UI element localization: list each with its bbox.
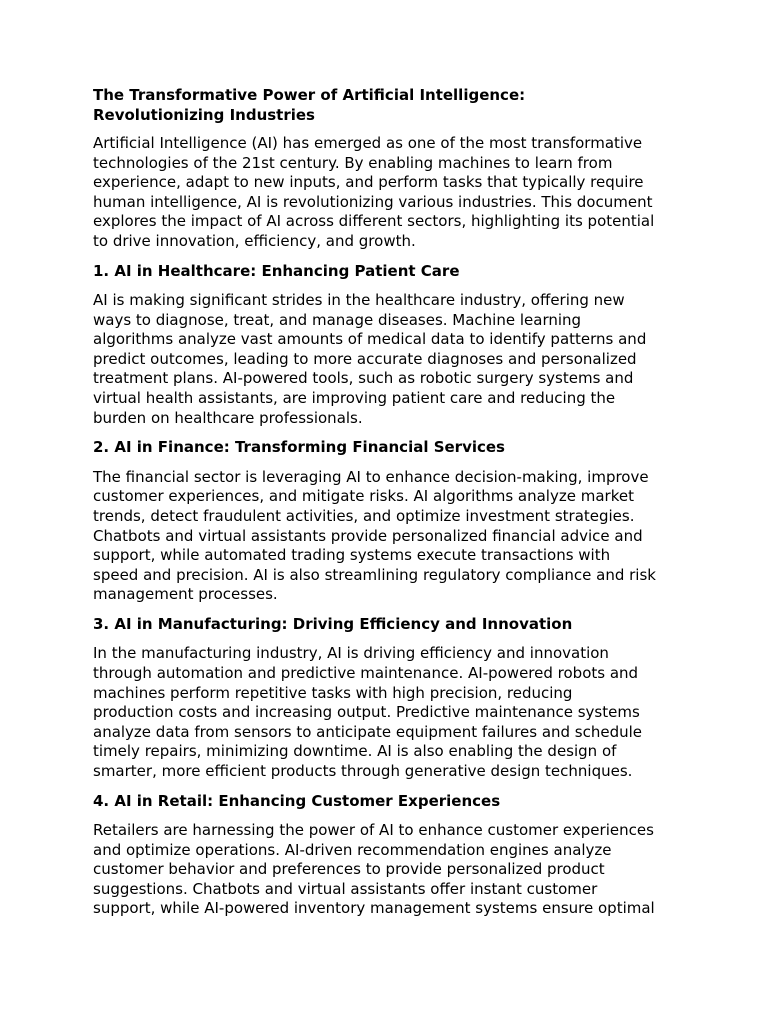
text-line: machines perform repetitive tasks with high precision, reducing bbox=[93, 683, 573, 702]
text-line: human intelligence, AI is revolutionizing various industries. This document bbox=[93, 192, 653, 211]
text-line: In the manufacturing industry, AI is driving efficiency and innovation bbox=[93, 644, 609, 663]
section-heading-retail: 4. AI in Retail: Enhancing Customer Experiences bbox=[93, 791, 501, 810]
text-line: customer behavior and preferences to provide personalized product bbox=[93, 860, 605, 879]
text-line: Chatbots and virtual assistants provide personalized financial advice and bbox=[93, 526, 643, 545]
intro-paragraph bbox=[93, 134, 683, 252]
text-line: speed and precision. AI is also streamlining regulatory compliance and risk bbox=[93, 565, 656, 584]
text-line: support, while automated trading systems execute transactions with bbox=[93, 546, 611, 565]
text-line: through automation and predictive maintenance. AI-powered robots and bbox=[93, 663, 639, 682]
section-paragraph-healthcare bbox=[93, 291, 683, 428]
section-heading-healthcare: 1. AI in Healthcare: Enhancing Patient Care bbox=[93, 261, 460, 280]
text-line: Artificial Intelligence (AI) has emerged as one of the most transformative bbox=[93, 134, 643, 152]
document-title bbox=[93, 86, 683, 125]
section-heading-manufacturing: 3. AI in Manufacturing: Driving Efficiency and Innovation bbox=[93, 614, 573, 633]
text-line: ways to diagnose, treat, and manage diseases. Machine learning bbox=[93, 310, 582, 329]
text-line: technologies of the 21st century. By enabling machines to learn from bbox=[93, 153, 613, 172]
document-content bbox=[93, 86, 683, 929]
text-line: customer experiences, and mitigate risks. AI algorithms analyze market bbox=[93, 487, 634, 506]
text-line: analyze data from sensors to anticipate equipment failures and schedule bbox=[93, 722, 643, 741]
section-paragraph-finance bbox=[93, 468, 683, 605]
text-line: predict outcomes, leading to more accurate diagnoses and personalized bbox=[93, 349, 637, 368]
title-line: Revolutionizing Industries bbox=[93, 105, 315, 124]
text-line: timely repairs, minimizing downtime. AI is also enabling the design of bbox=[93, 742, 617, 761]
text-line: virtual health assistants, are improving patient care and reducing the bbox=[93, 389, 616, 408]
text-line: Retailers are harnessing the power of AI to enhance customer experiences bbox=[93, 821, 654, 840]
text-line: algorithms analyze vast amounts of medical data to identify patterns and bbox=[93, 330, 647, 349]
text-line: trends, detect fraudulent activities, and optimize investment strategies. bbox=[93, 506, 635, 525]
text-line: burden on healthcare professionals. bbox=[93, 408, 363, 427]
text-line: The financial sector is leveraging AI to enhance decision-making, improve bbox=[93, 467, 649, 486]
text-line: management processes. bbox=[93, 585, 278, 604]
text-line: support, while AI-powered inventory management systems ensure optimal bbox=[93, 899, 655, 918]
title-line: The Transformative Power of Artificial Intelligence: bbox=[93, 86, 526, 104]
text-line: production costs and increasing output. Predictive maintenance systems bbox=[93, 703, 640, 722]
section-paragraph-manufacturing bbox=[93, 644, 683, 781]
section-paragraph-retail bbox=[93, 821, 683, 919]
text-line: experience, adapt to new inputs, and perform tasks that typically require bbox=[93, 173, 644, 192]
text-line: to drive innovation, efficiency, and growth. bbox=[93, 231, 416, 250]
text-line: AI is making significant strides in the healthcare industry, offering new bbox=[93, 291, 625, 310]
text-line: smarter, more efficient products through generative design techniques. bbox=[93, 761, 633, 780]
text-line: explores the impact of AI across different sectors, highlighting its potential bbox=[93, 212, 655, 231]
text-line: suggestions. Chatbots and virtual assistants offer instant customer bbox=[93, 879, 598, 898]
section-heading-finance: 2. AI in Finance: Transforming Financial Services bbox=[93, 438, 505, 457]
text-line: and optimize operations. AI-driven recommendation engines analyze bbox=[93, 840, 612, 859]
text-line: treatment plans. AI-powered tools, such as robotic surgery systems and bbox=[93, 369, 634, 388]
